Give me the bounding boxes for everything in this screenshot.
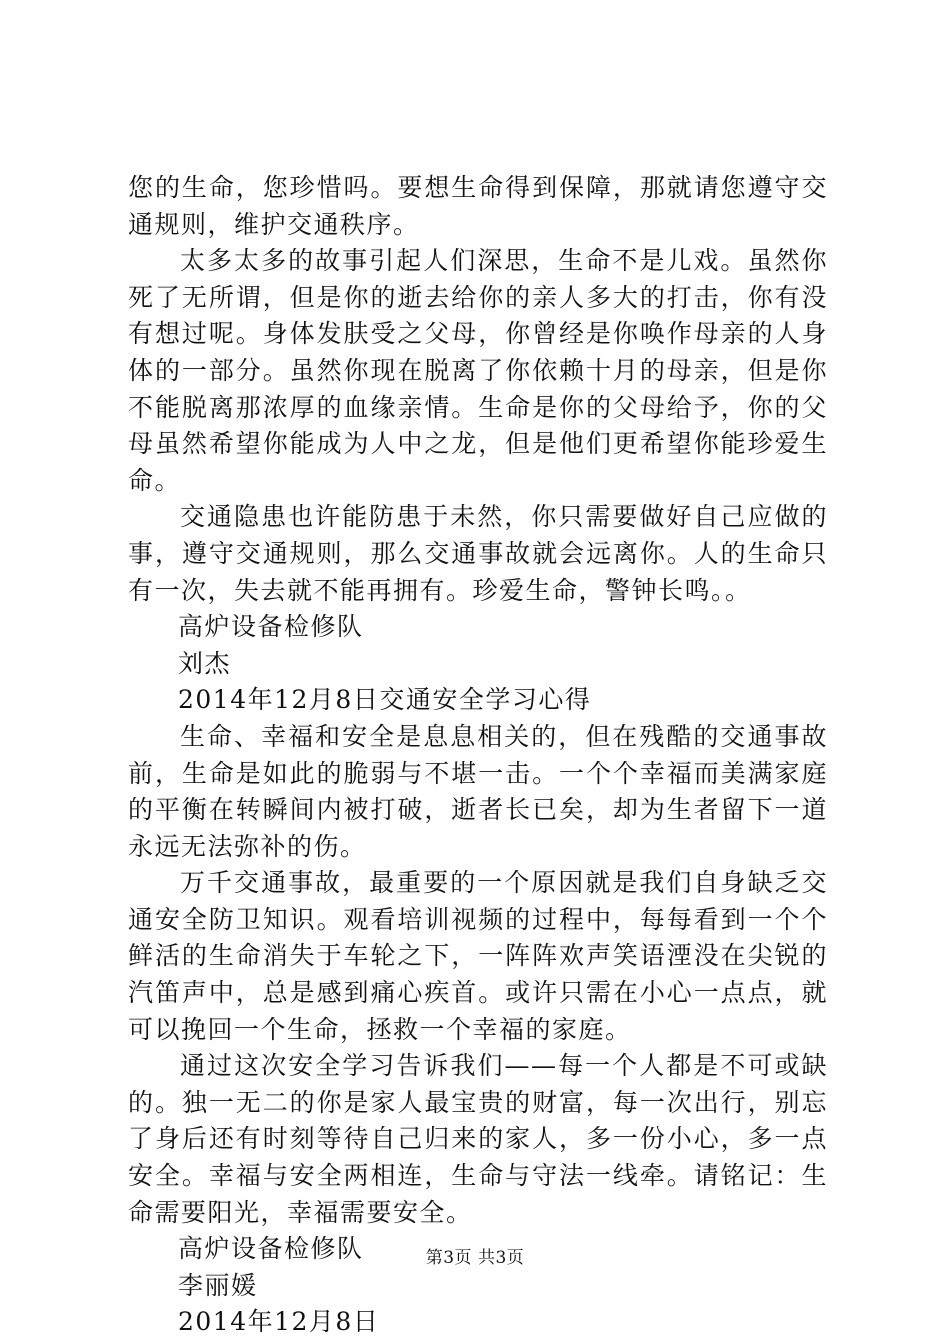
signature-organization: 高炉设备检修队 xyxy=(178,1234,364,1264)
signature-name: 李丽媛 xyxy=(178,1270,258,1300)
page-number-footer: 第3页 共3页 xyxy=(425,1248,525,1268)
paragraph-continuation: 您的生命，您珍惜吗。要想生命得到保障，那就请您遵守交通规则，维护交通秩序。 xyxy=(128,173,828,239)
document-body xyxy=(128,170,828,1341)
signature-name: 刘杰 xyxy=(178,648,232,678)
signature-date: 2014年12月8日 xyxy=(178,1307,380,1337)
paragraph-life-not-game: 太多太多的故事引起人们深思，生命不是儿戏。虽然你死了无所谓，但是你的逝去给你的亲人多大的打击，你有没有想过呢。身体发肤受之父母，你曾经是你唤作母亲的人身体的一部分。虽然你现在脱离了你依赖十月的母亲，但是你不能脱离那浓厚的血缘亲情。生命是你的父母给予，你的父母虽然希望你能成为人中之龙，但是他们更希望你能珍爱生命。 xyxy=(128,246,828,495)
paragraph-safety-study: 通过这次安全学习告诉我们——每一个人都是不可或缺的。独一无二的你是家人最宝贵的财富，每一次出行，别忘了身后还有时刻等待自己归来的家人，多一份小心，多一点安全。幸福与安全两相连，生命与守法一线牵。请铭记：生命需要阳光，幸福需要安全。 xyxy=(128,1051,828,1227)
signature-date-and-next-title: 2014年12月8日交通安全学习心得 xyxy=(178,685,592,715)
signature-organization: 高炉设备检修队 xyxy=(178,612,364,642)
paragraph-traffic-accidents: 万千交通事故，最重要的一个原因就是我们自身缺乏交通安全防卫知识。观看培训视频的过程中，每每看到一个个鲜活的生命消失于车轮之下，一阵阵欢声笑语湮没在尖锐的汽笛声中，总是感到痛心疾首。或许只需在小心一点点，就可以挽回一个生命，拯救一个幸福的家庭。 xyxy=(128,868,828,1044)
paragraph-traffic-hazard: 交通隐患也许能防患于未然，你只需要做好自己应做的事，遵守交通规则，那么交通事故就会远离你。人的生命只有一次，失去就不能再拥有。珍爱生命，警钟长鸣。。 xyxy=(128,502,828,605)
paragraph-life-happiness-safety: 生命、幸福和安全是息息相关的，但在残酷的交通事故前，生命是如此的脆弱与不堪一击。一个个幸福而美满家庭的平衡在转瞬间内被打破，逝者长已矣，却为生者留下一道永远无法弥补的伤。 xyxy=(128,721,828,861)
